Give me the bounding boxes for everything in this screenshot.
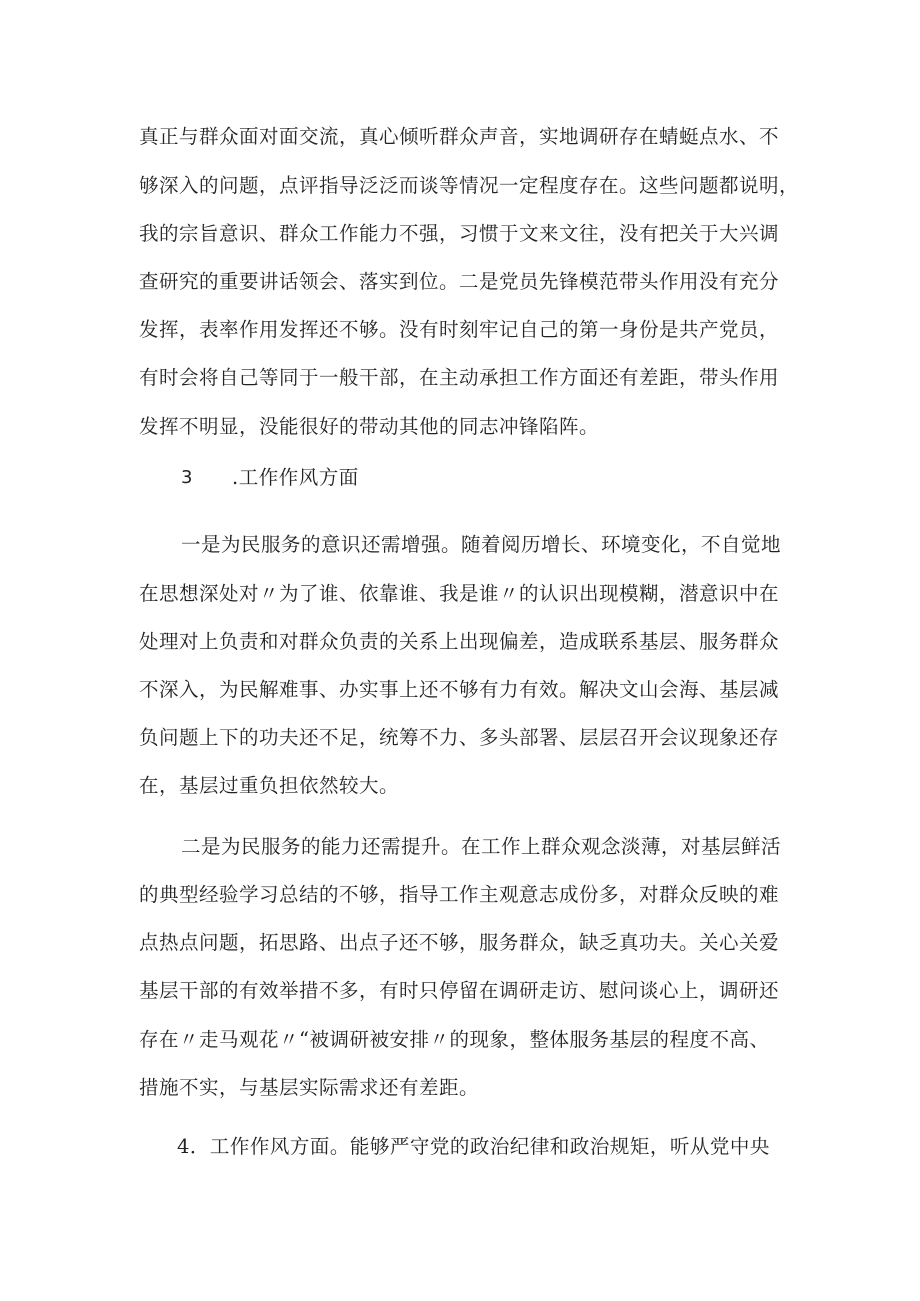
paragraph-line: 发挥，表率作用发挥还不够。没有时刻牢记自己的第一身份是共产党员，	[139, 318, 780, 341]
paragraph-line: 一是为民服务的意识还需增强。随着阅历增长、环境变化，不自觉地	[181, 533, 782, 556]
paragraph-line: 存在〃走马观花〃“被调研被安排〃的现象，整体服务基层的程度不高、	[139, 1028, 770, 1051]
paragraph-line: 措施不实，与基层实际需求还有差距。	[139, 1076, 480, 1099]
paragraph-line: 发挥不明显，没能很好的带动其他的同志冲锋陷阵。	[139, 415, 600, 438]
paragraph-line: 我的宗旨意识、群众工作能力不强，习惯于文来文往，没有把关于大兴调	[139, 222, 780, 245]
paragraph-line: 在，基层过重负担依然较大。	[139, 774, 400, 797]
paragraph-line: 基层干部的有效举措不多，有时只停留在调研走访、慰问谈心上，调研还	[139, 979, 780, 1002]
section-number: 3	[181, 467, 193, 488]
paragraph-line: 真正与群众面对面交流，真心倾听群众声音，实地调研存在蜻蜓点水、不	[139, 125, 780, 148]
section-title: .工作作风方面	[232, 466, 359, 489]
paragraph-line: 查研究的重要讲话领会、落实到位。二是党员先锋模范带头作用没有充分	[139, 270, 780, 293]
paragraph-line: 不深入，为民解难事、办实事上还不够有力有效。解决文山会海、基层减	[139, 678, 780, 701]
paragraph-line: 够深入的问题，点评指导泛泛而谈等情况一定程度存在。这些问题都说明，	[139, 174, 800, 197]
paragraph-line: 的典型经验学习总结的不够，指导工作主观意志成份多，对群众反映的难	[139, 883, 780, 906]
section-heading: 4．工作作风方面。能够严守党的政治纪律和政治规矩，听从党中央	[177, 1135, 770, 1158]
paragraph-line: 负问题上下的功夫还不足，统筹不力、多头部署、层层召开会议现象还存	[139, 726, 780, 749]
paragraph-line: 处理对上负责和对群众负责的关系上出现偏差，造成联系基层、服务群众	[139, 630, 780, 653]
paragraph-line: 在思想深处对〃为了谁、依靠谁、我是谁〃的认识出现模糊，潜意识中在	[139, 582, 780, 605]
paragraph-line: 有时会将自己等同于一般干部，在主动承担工作方面还有差距，带头作用	[139, 366, 780, 389]
paragraph-line: 二是为民服务的能力还需提升。在工作上群众观念淡薄，对基层鲜活	[181, 835, 782, 858]
paragraph-line: 点热点问题，拓思路、出点子还不够，服务群众，缺乏真功夫。关心关爱	[139, 931, 780, 954]
